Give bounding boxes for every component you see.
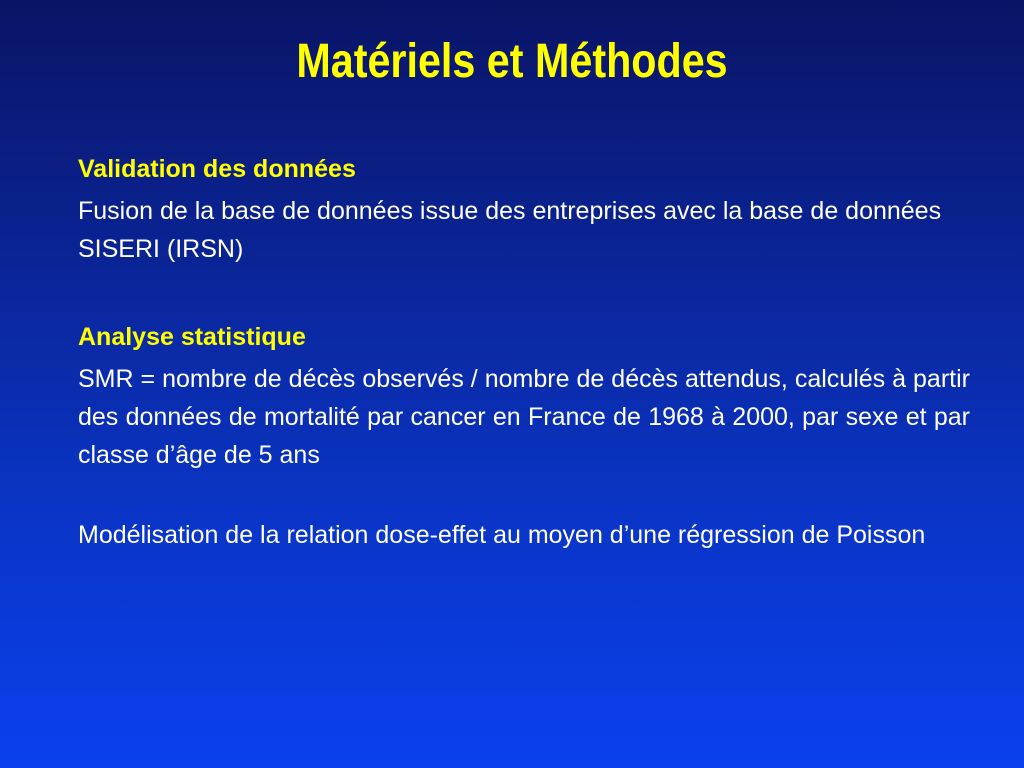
spacer [78,474,970,512]
section-heading-validation: Validation des données [78,155,356,183]
section-text-validation: Fusion de la base de données issue des entreprises avec la base de données SISERI (IRSN) [78,197,942,263]
spacer [78,268,970,318]
closing-text: Modélisation de la relation dose-effet au moyen d’une régression de Poisson [78,521,926,549]
slide-title: Matériels et Méthodes [296,35,728,88]
section-text-analysis: SMR = nombre de décès observés / nombre de décès attendus, calculés à partir des données de mortalité par cancer en France de 1968 à 2000, par sexe et par classe d’âge de 5 ans [78,365,970,469]
slide-content [78,150,970,554]
section-heading-analysis: Analyse statistique [78,323,306,351]
